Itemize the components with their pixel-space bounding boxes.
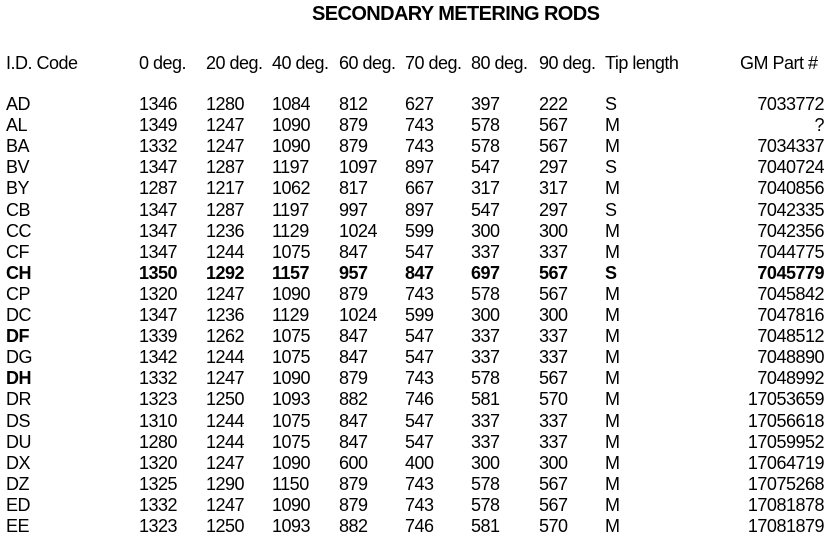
cell-tip-length: M [605, 241, 620, 262]
cell-deg-70: 599 [405, 220, 434, 241]
cell-deg-0: 1320 [139, 452, 178, 473]
cell-id-code: CH [6, 262, 31, 283]
cell-deg-70: 897 [405, 157, 434, 178]
page-title: SECONDARY METERING RODS [312, 3, 600, 25]
cell-gm-part: 7045842 [757, 283, 824, 304]
cell-deg-20: 1244 [206, 241, 245, 262]
cell-id-code: DZ [6, 473, 29, 494]
cell-deg-90: 300 [539, 452, 568, 473]
cell-deg-20: 1247 [206, 136, 245, 157]
cell-deg-20: 1244 [206, 410, 245, 431]
cell-deg-20: 1287 [206, 199, 245, 220]
cell-deg-20: 1217 [206, 178, 245, 199]
cell-deg-70: 547 [405, 410, 434, 431]
cell-tip-length: M [605, 283, 620, 304]
column-header-deg-60: 60 deg. [339, 53, 396, 73]
cell-deg-20: 1244 [206, 347, 245, 368]
cell-gm-part: 7040724 [757, 157, 824, 178]
cell-deg-60: 879 [339, 494, 368, 515]
cell-deg-20: 1247 [206, 494, 245, 515]
cell-deg-80: 300 [471, 305, 500, 325]
cell-deg-20: 1236 [206, 220, 245, 241]
cell-deg-0: 1320 [139, 283, 178, 304]
cell-deg-40: 1093 [272, 516, 311, 536]
cell-deg-90: 567 [539, 283, 568, 304]
cell-gm-part: 7044775 [757, 241, 824, 262]
cell-id-code: DR [6, 389, 31, 410]
cell-deg-80: 300 [471, 452, 500, 473]
cell-deg-60: 847 [339, 410, 368, 431]
cell-deg-90: 297 [539, 157, 568, 178]
cell-deg-20: 1247 [206, 368, 245, 389]
column-header-deg-40: 40 deg. [272, 53, 329, 73]
cell-deg-70: 667 [405, 178, 434, 199]
cell-deg-90: 337 [539, 241, 568, 262]
cell-deg-70: 547 [405, 326, 434, 347]
cell-deg-90: 222 [539, 94, 568, 114]
cell-deg-40: 1129 [272, 220, 309, 241]
cell-deg-80: 337 [471, 410, 500, 431]
cell-deg-0: 1342 [139, 347, 178, 368]
cell-deg-70: 743 [405, 473, 434, 494]
cell-gm-part: ? [814, 115, 824, 136]
column-header-deg-70: 70 deg. [405, 53, 462, 73]
cell-tip-length: M [605, 305, 620, 325]
cell-gm-part: 7042335 [757, 199, 824, 220]
cell-gm-part: 7040856 [757, 178, 824, 199]
cell-tip-length: S [605, 157, 617, 178]
column-header-deg-0: 0 deg. [139, 53, 187, 73]
cell-deg-40: 1062 [272, 178, 311, 199]
cell-deg-0: 1332 [139, 494, 178, 515]
cell-deg-90: 337 [539, 326, 568, 347]
cell-deg-90: 567 [539, 136, 568, 157]
cell-deg-80: 337 [471, 241, 500, 262]
cell-deg-0: 1347 [139, 220, 178, 241]
cell-deg-60: 847 [339, 431, 368, 452]
cell-deg-60: 812 [339, 94, 368, 114]
cell-id-code: DF [6, 326, 29, 347]
cell-tip-length: M [605, 136, 620, 157]
cell-deg-70: 547 [405, 431, 434, 452]
cell-deg-40: 1197 [272, 199, 309, 220]
cell-deg-80: 300 [471, 220, 500, 241]
cell-deg-40: 1090 [272, 283, 311, 304]
column-header-deg-90: 90 deg. [539, 53, 596, 73]
cell-deg-70: 743 [405, 283, 434, 304]
cell-deg-40: 1075 [272, 410, 311, 431]
cell-deg-80: 337 [471, 326, 500, 347]
cell-id-code: DS [6, 410, 31, 431]
cell-deg-0: 1287 [139, 178, 178, 199]
cell-deg-60: 957 [339, 262, 368, 283]
cell-deg-60: 879 [339, 283, 368, 304]
cell-deg-70: 547 [405, 241, 434, 262]
cell-gm-part: 7047816 [757, 305, 824, 325]
cell-tip-length: M [605, 410, 620, 431]
cell-deg-0: 1332 [139, 136, 178, 157]
cell-tip-length: M [605, 389, 620, 410]
cell-deg-20: 1250 [206, 389, 245, 410]
cell-deg-20: 1247 [206, 115, 245, 136]
cell-tip-length: M [605, 326, 620, 347]
cell-deg-40: 1075 [272, 241, 311, 262]
cell-deg-80: 581 [471, 516, 500, 536]
cell-deg-40: 1075 [272, 326, 311, 347]
cell-deg-90: 567 [539, 473, 568, 494]
cell-deg-40: 1090 [272, 368, 311, 389]
cell-deg-80: 337 [471, 347, 500, 368]
cell-deg-40: 1129 [272, 305, 309, 325]
cell-deg-20: 1292 [206, 262, 245, 283]
cell-gm-part: 7045779 [757, 262, 824, 283]
cell-deg-90: 337 [539, 431, 568, 452]
cell-deg-80: 578 [471, 368, 500, 389]
cell-gm-part: 7048890 [757, 347, 824, 368]
cell-deg-90: 317 [539, 178, 568, 199]
cell-deg-60: 1097 [339, 157, 378, 178]
cell-deg-20: 1262 [206, 326, 245, 347]
cell-deg-70: 400 [405, 452, 434, 473]
cell-deg-90: 567 [539, 115, 568, 136]
cell-deg-70: 743 [405, 115, 434, 136]
cell-id-code: AL [6, 115, 28, 136]
cell-tip-length: M [605, 494, 620, 515]
cell-gm-part: 7033772 [757, 94, 824, 114]
cell-gm-part: 17081879 [747, 516, 824, 536]
cell-deg-0: 1323 [139, 389, 178, 410]
cell-deg-60: 847 [339, 326, 368, 347]
cell-deg-80: 317 [471, 178, 500, 199]
cell-id-code: ED [6, 494, 31, 515]
cell-deg-90: 337 [539, 347, 568, 368]
cell-id-code: DC [6, 305, 31, 325]
cell-deg-80: 578 [471, 473, 500, 494]
cell-deg-80: 581 [471, 389, 500, 410]
cell-deg-80: 397 [471, 94, 500, 114]
cell-deg-0: 1280 [139, 431, 178, 452]
cell-id-code: BY [6, 178, 30, 199]
cell-deg-40: 1090 [272, 136, 311, 157]
cell-id-code: DU [6, 431, 31, 452]
cell-tip-length: M [605, 368, 620, 389]
cell-id-code: CB [6, 199, 31, 220]
cell-gm-part: 17075268 [747, 473, 824, 494]
cell-deg-80: 578 [471, 494, 500, 515]
cell-gm-part: 17053659 [747, 389, 824, 410]
cell-deg-40: 1150 [272, 473, 309, 494]
cell-tip-length: M [605, 516, 620, 536]
column-header-id-code: I.D. Code [6, 53, 78, 73]
cell-deg-0: 1323 [139, 516, 178, 536]
cell-id-code: AD [6, 94, 31, 114]
cell-deg-80: 547 [471, 199, 500, 220]
cell-deg-0: 1347 [139, 199, 178, 220]
cell-deg-40: 1075 [272, 347, 311, 368]
cell-deg-0: 1350 [139, 262, 178, 283]
cell-id-code: DX [6, 452, 31, 473]
cell-deg-70: 897 [405, 199, 434, 220]
cell-gm-part: 17056618 [747, 410, 824, 431]
cell-id-code: EE [6, 516, 30, 536]
cell-deg-60: 882 [339, 389, 368, 410]
cell-deg-60: 1024 [339, 305, 378, 325]
cell-deg-80: 578 [471, 283, 500, 304]
cell-deg-20: 1287 [206, 157, 245, 178]
cell-tip-length: S [605, 262, 617, 283]
cell-deg-40: 1084 [272, 94, 311, 114]
cell-deg-20: 1290 [206, 473, 245, 494]
cell-deg-70: 847 [405, 262, 434, 283]
cell-deg-70: 743 [405, 494, 434, 515]
cell-deg-60: 847 [339, 347, 368, 368]
cell-deg-40: 1090 [272, 115, 311, 136]
cell-deg-0: 1310 [139, 410, 178, 431]
cell-id-code: BV [6, 157, 30, 178]
cell-deg-40: 1075 [272, 431, 311, 452]
cell-deg-90: 567 [539, 262, 568, 283]
cell-deg-0: 1325 [139, 473, 178, 494]
cell-gm-part: 17081878 [747, 494, 824, 515]
cell-deg-90: 300 [539, 305, 568, 325]
cell-gm-part: 7048992 [757, 368, 824, 389]
cell-deg-60: 997 [339, 199, 368, 220]
cell-deg-90: 337 [539, 410, 568, 431]
cell-deg-40: 1197 [272, 157, 309, 178]
cell-deg-90: 570 [539, 516, 568, 536]
cell-deg-90: 570 [539, 389, 568, 410]
cell-deg-80: 578 [471, 115, 500, 136]
cell-deg-60: 600 [339, 452, 368, 473]
cell-deg-70: 599 [405, 305, 434, 325]
cell-tip-length: M [605, 178, 620, 199]
cell-deg-70: 743 [405, 368, 434, 389]
cell-deg-20: 1280 [206, 94, 245, 114]
cell-deg-60: 1024 [339, 220, 378, 241]
cell-deg-0: 1332 [139, 368, 178, 389]
cell-deg-0: 1339 [139, 326, 178, 347]
cell-deg-60: 879 [339, 473, 368, 494]
cell-deg-40: 1090 [272, 452, 311, 473]
cell-deg-60: 879 [339, 136, 368, 157]
cell-deg-90: 297 [539, 199, 568, 220]
cell-tip-length: S [605, 94, 617, 114]
cell-deg-60: 817 [339, 178, 368, 199]
cell-deg-80: 578 [471, 136, 500, 157]
cell-deg-80: 337 [471, 431, 500, 452]
cell-gm-part: 7042356 [757, 220, 824, 241]
cell-gm-part: 17064719 [747, 452, 824, 473]
cell-id-code: CP [6, 283, 31, 304]
column-header-deg-80: 80 deg. [471, 53, 528, 73]
cell-deg-20: 1247 [206, 452, 245, 473]
cell-gm-part: 17059952 [747, 431, 824, 452]
cell-deg-20: 1244 [206, 431, 245, 452]
column-header-deg-20: 20 deg. [206, 53, 263, 73]
cell-deg-0: 1346 [139, 94, 178, 114]
cell-deg-0: 1347 [139, 241, 178, 262]
cell-deg-90: 300 [539, 220, 568, 241]
cell-tip-length: S [605, 199, 617, 220]
cell-gm-part: 7034337 [757, 136, 824, 157]
cell-deg-40: 1093 [272, 389, 311, 410]
cell-deg-60: 879 [339, 368, 368, 389]
cell-deg-60: 847 [339, 241, 368, 262]
cell-tip-length: M [605, 220, 620, 241]
cell-deg-20: 1247 [206, 283, 245, 304]
cell-deg-70: 627 [405, 94, 434, 114]
cell-id-code: BA [6, 136, 30, 157]
cell-deg-60: 882 [339, 516, 368, 536]
cell-deg-20: 1236 [206, 305, 245, 325]
cell-deg-90: 567 [539, 494, 568, 515]
cell-deg-40: 1090 [272, 494, 311, 515]
cell-tip-length: M [605, 473, 620, 494]
cell-tip-length: M [605, 347, 620, 368]
cell-deg-70: 746 [405, 516, 434, 536]
cell-deg-80: 547 [471, 157, 500, 178]
cell-deg-70: 547 [405, 347, 434, 368]
cell-id-code: DH [6, 368, 31, 389]
cell-deg-0: 1349 [139, 115, 178, 136]
column-header-gm-part: GM Part # [740, 53, 818, 73]
cell-deg-20: 1250 [206, 516, 245, 536]
cell-deg-80: 697 [471, 262, 500, 283]
cell-deg-0: 1347 [139, 305, 178, 325]
column-header-tip-length: Tip length [605, 53, 679, 73]
cell-id-code: DG [6, 347, 32, 368]
cell-deg-0: 1347 [139, 157, 178, 178]
cell-deg-70: 743 [405, 136, 434, 157]
cell-deg-60: 879 [339, 115, 368, 136]
cell-gm-part: 7048512 [757, 326, 824, 347]
cell-tip-length: M [605, 431, 620, 452]
cell-tip-length: M [605, 115, 620, 136]
cell-deg-40: 1157 [272, 262, 310, 283]
cell-id-code: CF [6, 241, 29, 262]
cell-deg-90: 567 [539, 368, 568, 389]
cell-deg-70: 746 [405, 389, 434, 410]
cell-tip-length: M [605, 452, 620, 473]
cell-id-code: CC [6, 220, 31, 241]
